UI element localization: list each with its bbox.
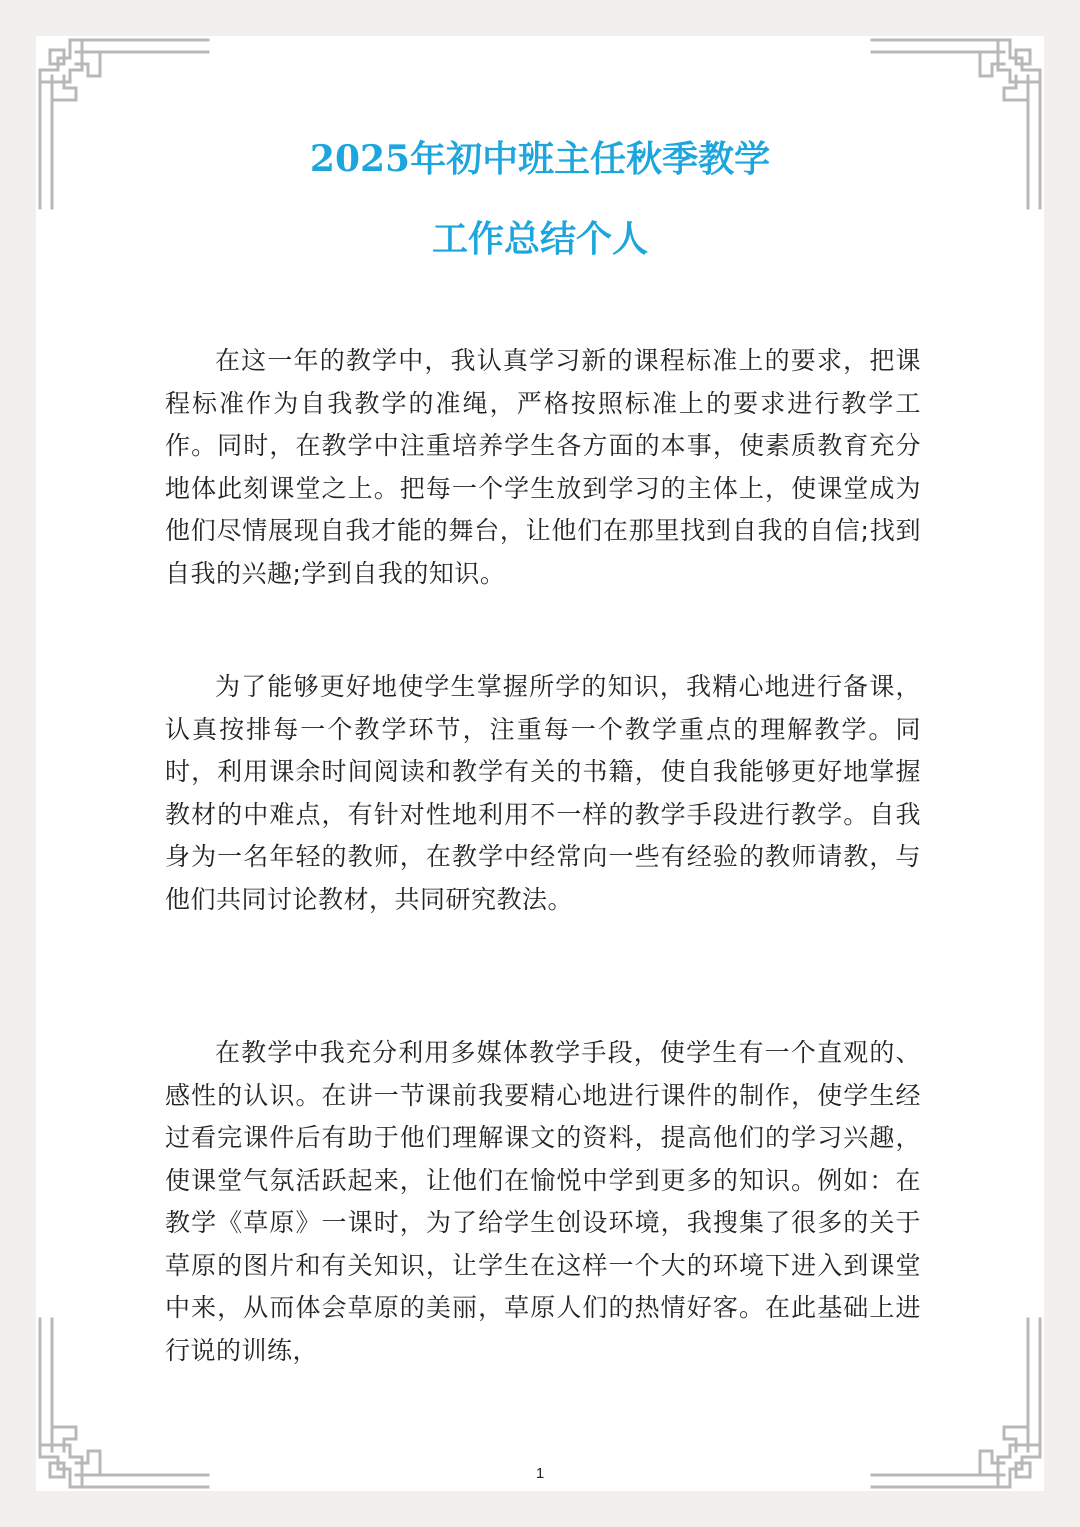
document-title-line-2: 工作总结个人	[431, 218, 648, 260]
chinese-fret-corner-icon	[30, 30, 210, 210]
document-title-line-1: 2025年初中班主任秋季教学	[309, 138, 771, 180]
page-number: 1	[535, 1465, 545, 1482]
body-paragraph-1: 在这一年的教学中，我认真学习新的课程标准上的要求，把课程标准作为自我教学的准绳，严格按照标准上的要求进行教学工作。同时，在教学中注重培养学生各方面的本事，使素质教育充分地体此刻课堂之上。把每一个学生放到学习的主体上，使课堂成为他们尽情展现自我才能的舞台，让他们在那里找到自我的自信;找到自我的兴趣;学到自我的知识。	[165, 346, 921, 588]
body-paragraph-3: 在教学中我充分利用多媒体教学手段，使学生有一个直观的、感性的认识。在讲一节课前我要精心地进行课件的制作，使学生经过看完课件后有助于他们理解课文的资料，提高他们的学习兴趣，使课堂气氛活跃起来，让他们在愉悦中学到更多的知识。例如：在教学《草原》一课时，为了给学生创设环境，我搜集了很多的关于草原的图片和有关知识，让学生在这样一个大的环境下进入到课堂中来，从而体会草原的美丽，草原人们的热情好客。在此基础上进行说的训练，	[165, 1038, 921, 1365]
chinese-fret-corner-icon	[870, 30, 1050, 210]
body-paragraph-2: 为了能够更好地使学生掌握所学的知识，我精心地进行备课，认真按排每一个教学环节，注重每一个教学重点的理解教学。同时，利用课余时间阅读和教学有关的书籍，使自我能够更好地掌握教材的中难点，有针对性地利用不一样的教学手段进行教学。自我身为一名年轻的教师，在教学中经常向一些有经验的教师请教，与他们共同讨论教材，共同研究教法。	[165, 672, 921, 914]
